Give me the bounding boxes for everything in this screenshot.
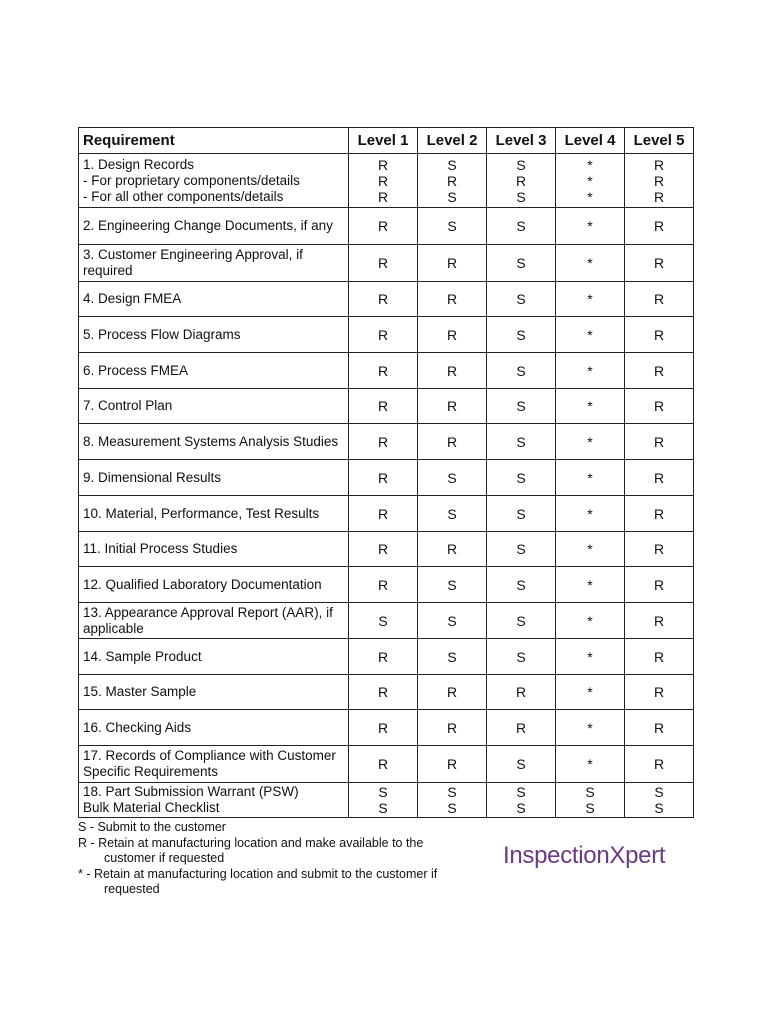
requirement-cell (79, 208, 349, 245)
level-4-cell: * (556, 460, 625, 496)
requirement-text: Bulk Material Checklist (83, 800, 220, 815)
level-3-cell: S (487, 317, 556, 353)
table-row (79, 639, 694, 675)
level-1-cell: R (349, 389, 418, 424)
level-4-cell: * (556, 532, 625, 567)
table-row (79, 567, 694, 603)
requirement-cell (79, 424, 349, 460)
level-value: S (654, 800, 664, 816)
level-value: R (653, 172, 665, 189)
level-5-cell: R (625, 208, 694, 245)
legend-star-line-1: * - Retain at manufacturing location and submit to the customer if (78, 866, 438, 881)
level-value: S (585, 800, 595, 816)
legend-submit: S - Submit to the customer (78, 820, 226, 834)
level-1-cell: R (349, 282, 418, 317)
level-1-cell: R (349, 353, 418, 389)
requirement-text: 6. Process FMEA (83, 362, 189, 378)
legend-retain-line-2: customer if requested (104, 851, 225, 865)
level-value: S (378, 784, 388, 800)
requirement-text: 15. Master Sample (83, 684, 197, 699)
requirement-text: 4. Design FMEA (83, 291, 182, 306)
level-2-cell: S (418, 639, 487, 675)
table-row (79, 710, 694, 746)
level-value: R (446, 172, 458, 189)
requirement-text: 8. Measurement Systems Analysis Studies (83, 433, 339, 449)
requirement-cell (79, 389, 349, 424)
requirement-text: 14. Sample Product (83, 648, 202, 664)
level-4-cell: * (556, 675, 625, 710)
requirement-cell (79, 603, 349, 639)
requirement-cell (79, 154, 349, 208)
table-row (79, 532, 694, 567)
level-1-cell: R (349, 639, 418, 675)
level-value: S (516, 156, 526, 173)
level-value: R (377, 156, 389, 173)
requirement-text: 13. Appearance Approval Report (AAR), if applicable (83, 604, 333, 636)
table-row (79, 154, 694, 208)
table-row (79, 245, 694, 282)
ppap-requirements-table (78, 127, 694, 818)
level-4-cell: * (556, 567, 625, 603)
level-1-cell: S (349, 603, 418, 639)
legend (78, 820, 498, 898)
level-3-cell: S (487, 603, 556, 639)
level-2-cell: R (418, 675, 487, 710)
level-4-cell: * (556, 282, 625, 317)
level-5-cell: R (625, 532, 694, 567)
table-row (79, 460, 694, 496)
requirement-text: - For all other components/details (83, 188, 284, 204)
level-4-cell: * (556, 353, 625, 389)
level-5-cell: R (625, 460, 694, 496)
level-4-cell: * (556, 389, 625, 424)
requirement-text: 16. Checking Aids (83, 719, 192, 735)
table-row (79, 317, 694, 353)
table-row (79, 353, 694, 389)
level-value: S (516, 188, 526, 205)
requirement-cell (79, 783, 349, 818)
requirement-cell (79, 639, 349, 675)
table-row (79, 208, 694, 245)
requirement-text: 7. Control Plan (83, 398, 173, 413)
requirement-cell (79, 282, 349, 317)
table-row (79, 389, 694, 424)
inspectionxpert-logo: InspectionXpert (503, 842, 666, 869)
requirement-text: 10. Material, Performance, Test Results (83, 505, 320, 521)
level-4-cell: * (556, 639, 625, 675)
level-2-cell (418, 783, 487, 818)
requirement-cell (79, 746, 349, 783)
level-1-cell: R (349, 567, 418, 603)
level-2-cell: S (418, 603, 487, 639)
requirement-text: 1. Design Records (83, 156, 195, 172)
level-2-cell: R (418, 532, 487, 567)
header-requirement: Requirement (79, 128, 349, 154)
level-5-cell (625, 783, 694, 818)
level-4-cell: * (556, 710, 625, 746)
level-5-cell: R (625, 317, 694, 353)
header-level-1: Level 1 (349, 128, 418, 154)
level-2-cell: R (418, 317, 487, 353)
level-value: S (585, 784, 595, 800)
requirement-cell (79, 460, 349, 496)
level-4-cell (556, 154, 625, 208)
level-value: S (516, 784, 526, 800)
requirement-text: 18. Part Submission Warrant (PSW) (83, 784, 299, 799)
requirement-cell (79, 496, 349, 532)
level-2-cell: R (418, 746, 487, 783)
table-row (79, 496, 694, 532)
level-1-cell: R (349, 675, 418, 710)
requirement-cell (79, 675, 349, 710)
level-value: R (377, 172, 389, 189)
table-row (79, 282, 694, 317)
level-5-cell: R (625, 389, 694, 424)
level-value: S (447, 188, 457, 205)
level-4-cell: * (556, 245, 625, 282)
level-3-cell: S (487, 353, 556, 389)
level-4-cell: * (556, 317, 625, 353)
level-3-cell: S (487, 746, 556, 783)
level-2-cell: R (418, 245, 487, 282)
level-1-cell: R (349, 496, 418, 532)
level-value: * (587, 172, 593, 189)
header-level-3: Level 3 (487, 128, 556, 154)
level-3-cell: S (487, 389, 556, 424)
level-3-cell: S (487, 532, 556, 567)
header-level-2: Level 2 (418, 128, 487, 154)
requirement-cell (79, 567, 349, 603)
requirement-text: 12. Qualified Laboratory Documentation (83, 576, 322, 592)
requirement-cell (79, 317, 349, 353)
level-value: * (587, 156, 593, 173)
table-row (79, 675, 694, 710)
requirement-cell (79, 710, 349, 746)
table-row (79, 746, 694, 783)
level-value: R (377, 188, 389, 205)
level-4-cell (556, 783, 625, 818)
level-5-cell: R (625, 245, 694, 282)
level-2-cell: S (418, 567, 487, 603)
level-3-cell (487, 783, 556, 818)
level-value: * (587, 188, 593, 205)
level-3-cell: R (487, 675, 556, 710)
requirement-text: 11. Initial Process Studies (83, 541, 238, 556)
level-value: S (447, 800, 457, 816)
requirement-text: 3. Customer Engineering Approval, if required (83, 247, 303, 278)
level-5-cell: R (625, 282, 694, 317)
table-row (79, 783, 694, 818)
level-value: R (653, 156, 665, 173)
level-2-cell: S (418, 208, 487, 245)
level-3-cell: S (487, 424, 556, 460)
level-5-cell: R (625, 639, 694, 675)
level-2-cell: R (418, 389, 487, 424)
level-value: S (654, 784, 664, 800)
level-1-cell: R (349, 317, 418, 353)
level-3-cell: S (487, 496, 556, 532)
level-4-cell: * (556, 603, 625, 639)
level-1-cell: R (349, 746, 418, 783)
requirement-text: - For proprietary components/details (83, 172, 300, 188)
level-5-cell: R (625, 603, 694, 639)
level-5-cell: R (625, 424, 694, 460)
level-4-cell: * (556, 208, 625, 245)
level-1-cell: R (349, 532, 418, 567)
legend-retain-line-1: R - Retain at manufacturing location and make available to the (78, 835, 424, 850)
level-2-cell: S (418, 496, 487, 532)
level-value: R (653, 188, 665, 205)
table-body (79, 154, 694, 818)
level-1-cell (349, 783, 418, 818)
level-5-cell: R (625, 353, 694, 389)
level-4-cell: * (556, 746, 625, 783)
requirement-cell (79, 532, 349, 567)
legend-star-line-2: requested (104, 882, 160, 896)
level-value: S (378, 800, 388, 816)
level-5-cell: R (625, 675, 694, 710)
level-value: R (515, 172, 527, 189)
level-1-cell (349, 154, 418, 208)
requirement-text: 5. Process Flow Diagrams (83, 326, 241, 342)
level-3-cell: S (487, 460, 556, 496)
level-1-cell: R (349, 424, 418, 460)
level-5-cell: R (625, 496, 694, 532)
level-3-cell: S (487, 282, 556, 317)
requirement-text: 17. Records of Compliance with Customer Specific Requirements (83, 748, 336, 779)
level-5-cell (625, 154, 694, 208)
level-3-cell: S (487, 567, 556, 603)
level-2-cell: R (418, 282, 487, 317)
level-1-cell: R (349, 245, 418, 282)
table-row (79, 424, 694, 460)
level-1-cell: R (349, 460, 418, 496)
level-4-cell: * (556, 496, 625, 532)
level-2-cell: R (418, 710, 487, 746)
table-header-row (79, 128, 694, 154)
level-2-cell: R (418, 353, 487, 389)
level-5-cell: R (625, 746, 694, 783)
level-1-cell: R (349, 710, 418, 746)
header-level-4: Level 4 (556, 128, 625, 154)
header-level-5: Level 5 (625, 128, 694, 154)
level-5-cell: R (625, 710, 694, 746)
level-3-cell: R (487, 710, 556, 746)
level-value: S (516, 800, 526, 816)
level-5-cell: R (625, 567, 694, 603)
level-3-cell: S (487, 208, 556, 245)
level-2-cell (418, 154, 487, 208)
level-value: S (447, 784, 457, 800)
level-3-cell: S (487, 639, 556, 675)
requirement-cell (79, 245, 349, 282)
level-1-cell: R (349, 208, 418, 245)
requirement-text: 2. Engineering Change Documents, if any (83, 218, 333, 233)
level-2-cell: S (418, 460, 487, 496)
level-2-cell: R (418, 424, 487, 460)
requirement-cell (79, 353, 349, 389)
level-value: S (447, 156, 457, 173)
level-3-cell (487, 154, 556, 208)
level-3-cell: S (487, 245, 556, 282)
requirement-text: 9. Dimensional Results (83, 469, 222, 485)
table-row (79, 603, 694, 639)
level-4-cell: * (556, 424, 625, 460)
